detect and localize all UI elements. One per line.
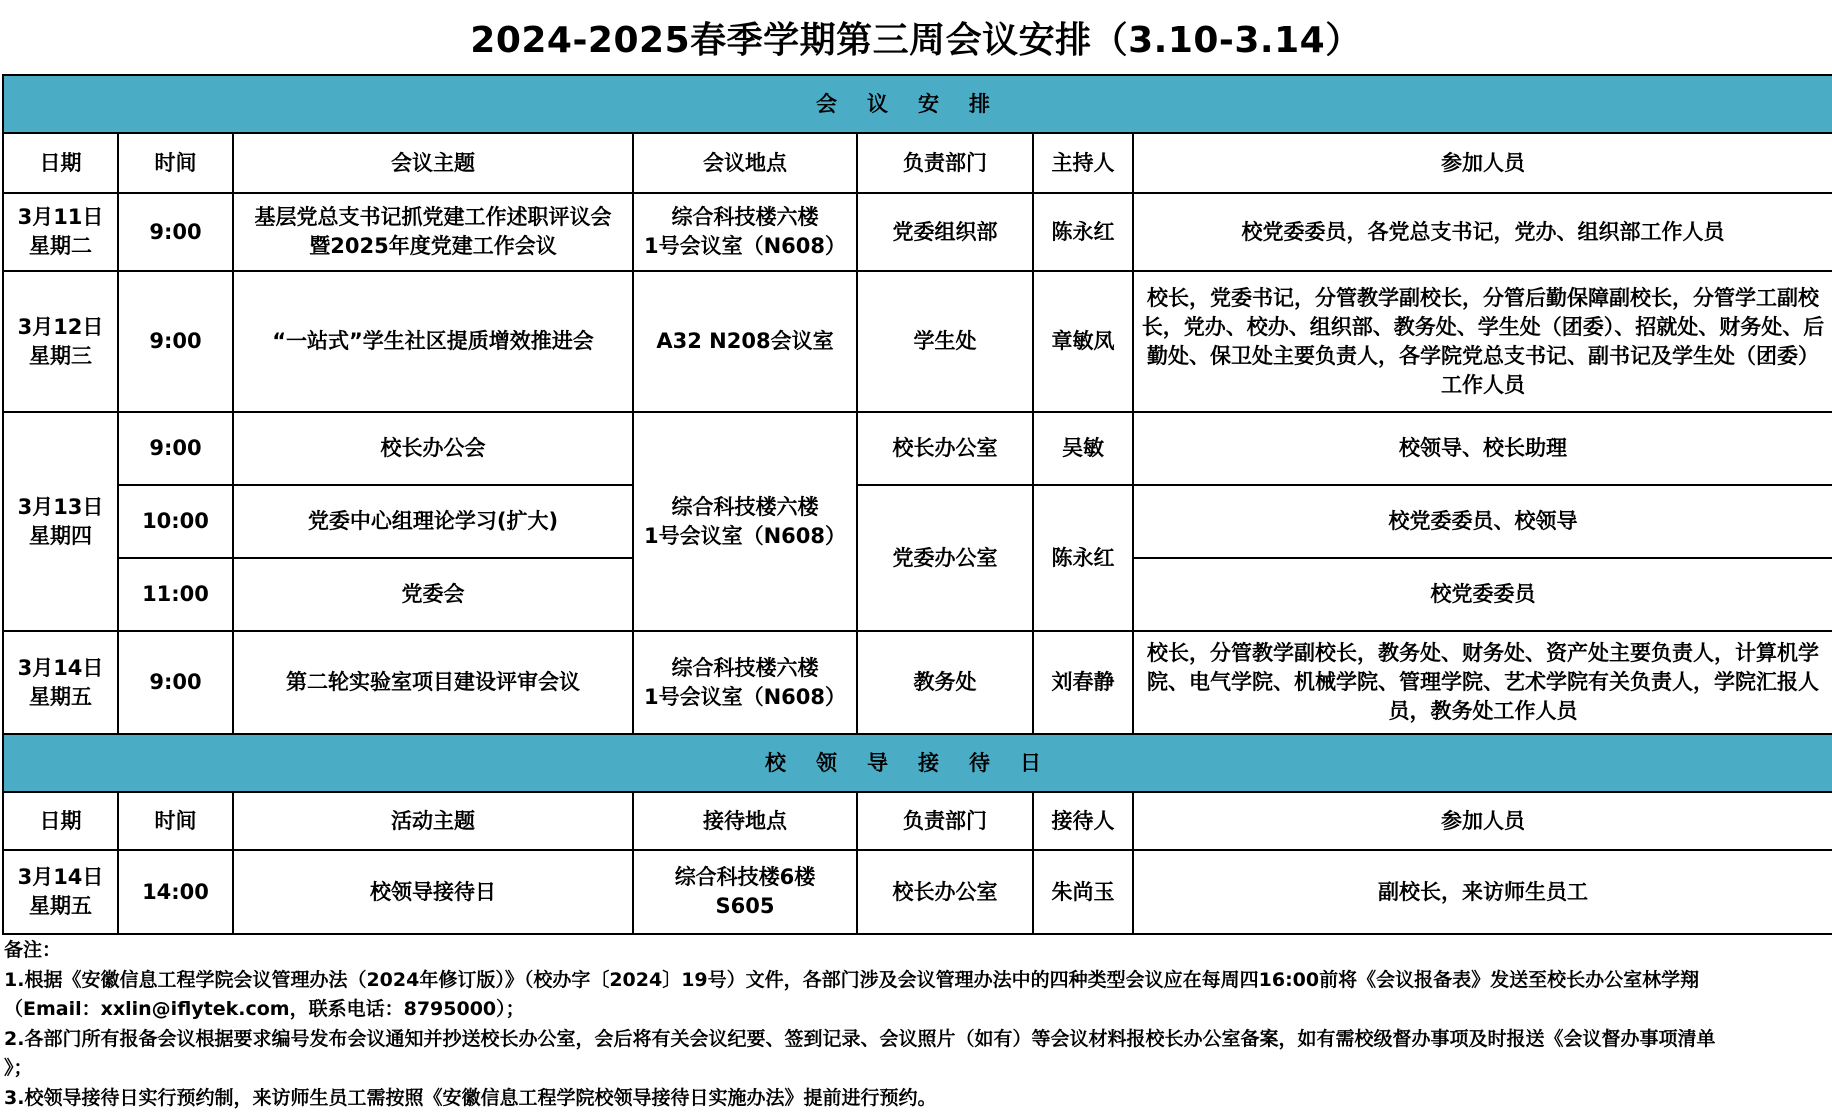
header-date: 日期: [3, 133, 118, 193]
time-cell: 10:00: [118, 485, 233, 558]
note-item: （Email：xxlin@iflytek.com，联系电话：8795000）；: [4, 998, 525, 1020]
attendees-cell: 校长，党委书记，分管教学副校长，分管后勤保障副校长，分管学工副校长，党办、校办、组织部、教务处、学生处（团委）、招就处、财务处、后勤处、保卫处主要负责人，各学院党总支书记、副书记及学生处（团委）工作人员: [1133, 271, 1832, 412]
topic-cell: “一站式”学生社区提质增效推进会: [233, 271, 633, 412]
date-cell: [3, 850, 118, 934]
header-host: 接待人: [1033, 792, 1133, 850]
weekday-text: 星期二: [29, 234, 92, 258]
host-cell: 朱尚玉: [1033, 850, 1133, 934]
topic-cell: 党委中心组理论学习(扩大): [233, 485, 633, 558]
schedule-table: [2, 74, 1832, 935]
time-cell: 9:00: [118, 631, 233, 734]
time-cell: 9:00: [118, 412, 233, 485]
header-topic: 会议主题: [233, 133, 633, 193]
table-row: [3, 631, 1832, 734]
time-cell: 11:00: [118, 558, 233, 631]
table-row: [3, 485, 1832, 558]
location-line: S605: [715, 894, 775, 918]
topic-cell: 第二轮实验室项目建设评审会议: [233, 631, 633, 734]
attendees-cell: 校长，分管教学副校长，教务处、财务处、资产处主要负责人，计算机学院、电气学院、机械学院、管理学院、艺术学院有关负责人，学院汇报人员，教务处工作人员: [1133, 631, 1832, 734]
topic-cell: 党委会: [233, 558, 633, 631]
table-row: [3, 271, 1832, 412]
attendees-cell: 校党委委员、校领导: [1133, 485, 1832, 558]
note-item: 1.根据《安徽信息工程学院会议管理办法（2024年修订版）》（校办字〔2024〕19号）文件，各部门涉及会议管理办法中的四种类型会议应在每周四16:00前将《会议报备表》发送至校长办公室林学翔: [4, 968, 1700, 991]
header-topic: 活动主题: [233, 792, 633, 850]
time-cell: 9:00: [118, 193, 233, 271]
location-cell: [633, 850, 857, 934]
location-line: 1号会议室（N608）: [643, 523, 847, 548]
weekday-text: 星期三: [29, 343, 92, 368]
table-row: [3, 850, 1832, 934]
note-item: 》；: [4, 1057, 33, 1079]
header-attendees: 参加人员: [1133, 133, 1832, 193]
time-cell: 14:00: [118, 850, 233, 934]
dept-cell: 党委办公室: [857, 485, 1033, 631]
table-row: [3, 193, 1832, 271]
date-text: 3月13日: [17, 494, 104, 519]
reception-banner-row: [3, 734, 1832, 792]
date-text: 3月12日: [17, 314, 104, 339]
header-location: 接待地点: [633, 792, 857, 850]
date-cell: [3, 193, 118, 271]
page-title: 2024-2025春季学期第三周会议安排（3.10-3.14）: [470, 19, 1362, 61]
reception-banner: 校领导接待日: [3, 734, 1832, 792]
header-time: 时间: [118, 792, 233, 850]
attendees-cell: 校党委委员: [1133, 558, 1832, 631]
date-cell: [3, 631, 118, 734]
location-line: 1号会议室（N608）: [643, 684, 847, 709]
host-cell: 陈永红: [1033, 193, 1133, 271]
topic-cell: [233, 193, 633, 271]
dept-cell: 教务处: [857, 631, 1033, 734]
host-cell: 吴敏: [1033, 412, 1133, 485]
note-item: 3.校领导接待日实行预约制，来访师生员工需按照《安徽信息工程学院校领导接待日实施办法》提前进行预约。: [4, 1086, 937, 1109]
notes-heading: 备注：: [4, 939, 62, 961]
weekday-text: 星期五: [29, 894, 92, 918]
location-line: 综合科技楼6楼: [674, 865, 816, 889]
location-cell: A32 N208会议室: [633, 271, 857, 412]
location-cell: [633, 631, 857, 734]
attendees-cell: 副校长，来访师生员工: [1133, 850, 1832, 934]
location-cell: [633, 193, 857, 271]
host-cell: 章敏凤: [1033, 271, 1133, 412]
meetings-banner: 会议安排: [3, 75, 1832, 133]
table-row: [3, 412, 1832, 485]
header-dept: 负责部门: [857, 133, 1033, 193]
date-text: 3月14日: [17, 655, 104, 680]
dept-cell: 学生处: [857, 271, 1033, 412]
header-dept: 负责部门: [857, 792, 1033, 850]
weekday-text: 星期四: [29, 523, 92, 548]
date-text: 3月14日: [17, 865, 104, 889]
date-text: 3月11日: [17, 205, 104, 229]
location-cell: [633, 412, 857, 631]
header-time: 时间: [118, 133, 233, 193]
header-host: 主持人: [1033, 133, 1133, 193]
reception-header-row: [3, 792, 1832, 850]
location-line: 1号会议室（N608）: [643, 234, 847, 258]
weekday-text: 星期五: [29, 684, 92, 709]
date-cell: [3, 271, 118, 412]
topic-cell: 校长办公会: [233, 412, 633, 485]
header-location: 会议地点: [633, 133, 857, 193]
topic-line: 暨2025年度党建工作会议: [309, 234, 557, 258]
location-line: 综合科技楼六楼: [671, 494, 819, 519]
host-cell: 刘春静: [1033, 631, 1133, 734]
location-line: 综合科技楼六楼: [671, 205, 819, 229]
dept-cell: 党委组织部: [857, 193, 1033, 271]
topic-cell: 校领导接待日: [233, 850, 633, 934]
meetings-banner-row: [3, 75, 1832, 133]
attendees-cell: 校领导、校长助理: [1133, 412, 1832, 485]
date-cell: [3, 412, 118, 631]
topic-line: 基层党总支书记抓党建工作述职评议会: [254, 205, 612, 229]
meetings-header-row: [3, 133, 1832, 193]
dept-cell: 校长办公室: [857, 412, 1033, 485]
note-item: 2.各部门所有报备会议根据要求编号发布会议通知并抄送校长办公室，会后将有关会议纪要、签到记录、会议照片（如有）等会议材料报校长办公室备案，如有需校级督办事项及时报送《会议督办事项清单: [4, 1027, 1716, 1050]
header-date: 日期: [3, 792, 118, 850]
time-cell: 9:00: [118, 271, 233, 412]
attendees-cell: 校党委委员，各党总支书记，党办、组织部工作人员: [1133, 193, 1832, 271]
notes-section: [4, 936, 1826, 1113]
host-cell: 陈永红: [1033, 485, 1133, 631]
dept-cell: 校长办公室: [857, 850, 1033, 934]
header-attendees: 参加人员: [1133, 792, 1832, 850]
location-line: 综合科技楼六楼: [671, 655, 819, 680]
